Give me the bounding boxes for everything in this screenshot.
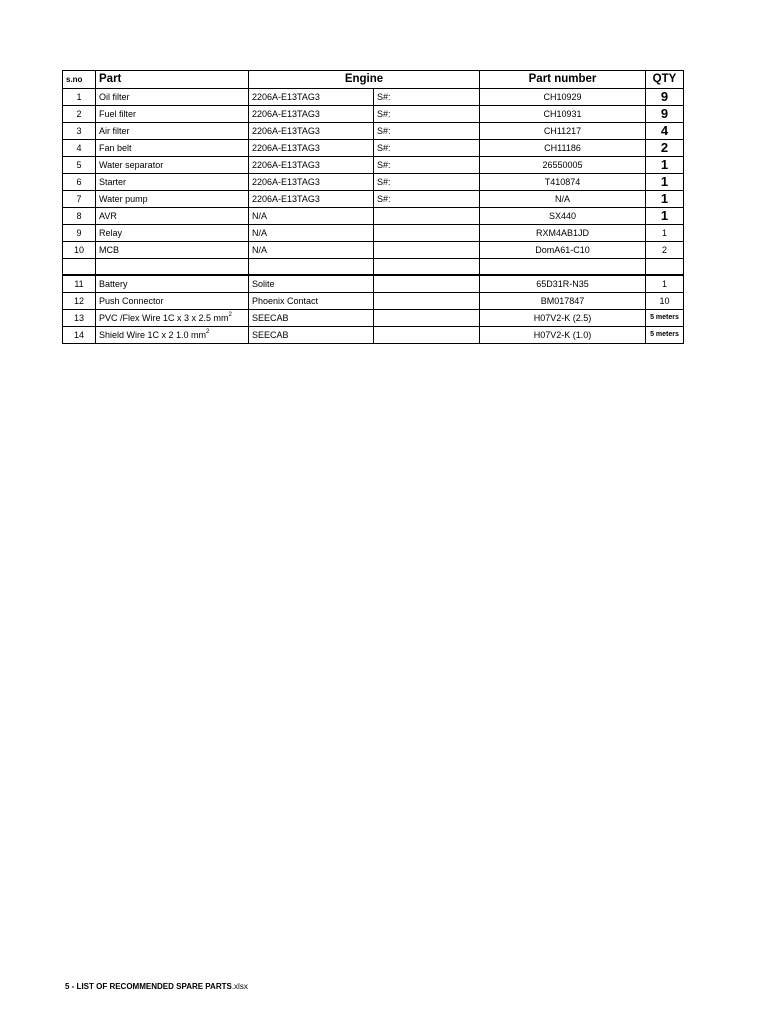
part-cell: Fan belt (96, 140, 249, 157)
sno-cell: 5 (63, 157, 96, 174)
part-cell: Starter (96, 174, 249, 191)
serial-cell (374, 225, 480, 242)
part-number-cell: CH11186 (480, 140, 646, 157)
part-cell (96, 327, 249, 344)
serial-cell: S#: (374, 123, 480, 140)
part-number-cell: CH10931 (480, 106, 646, 123)
empty-cell (480, 259, 646, 276)
sno-cell: 2 (63, 106, 96, 123)
sno-cell: 6 (63, 174, 96, 191)
table-row (63, 191, 684, 208)
part-cell: Relay (96, 225, 249, 242)
serial-cell (374, 293, 480, 310)
qty-cell: 10 (646, 293, 684, 310)
serial-cell (374, 275, 480, 293)
header-qty: QTY (646, 71, 684, 89)
table-row (63, 242, 684, 259)
header-sno: s.no (63, 71, 96, 89)
empty-cell (249, 259, 374, 276)
empty-cell (96, 259, 249, 276)
table-row (63, 174, 684, 191)
part-cell: Oil filter (96, 89, 249, 106)
table-row (63, 157, 684, 174)
part-number-cell: DomA61-C10 (480, 242, 646, 259)
table-row (63, 327, 684, 344)
header-engine: Engine (249, 71, 480, 89)
engine-cell: Phoenix Contact (249, 293, 374, 310)
table-row (63, 123, 684, 140)
engine-cell: N/A (249, 242, 374, 259)
sno-cell: 14 (63, 327, 96, 344)
part-number-cell: SX440 (480, 208, 646, 225)
part-cell: Push Connector (96, 293, 249, 310)
table-row (63, 208, 684, 225)
engine-cell: 2206A-E13TAG3 (249, 174, 374, 191)
serial-cell: S#: (374, 106, 480, 123)
part-number-cell: T410874 (480, 174, 646, 191)
qty-cell: 1 (646, 208, 684, 225)
engine-cell: 2206A-E13TAG3 (249, 157, 374, 174)
table-row (63, 89, 684, 106)
serial-cell: S#: (374, 191, 480, 208)
footer-extension: .xlsx (231, 982, 248, 991)
sno-cell: 7 (63, 191, 96, 208)
table-row (63, 225, 684, 242)
page-footer (65, 982, 248, 991)
serial-cell (374, 327, 480, 344)
qty-cell: 9 (646, 89, 684, 106)
serial-cell (374, 208, 480, 225)
sno-cell: 3 (63, 123, 96, 140)
serial-cell: S#: (374, 89, 480, 106)
engine-cell: 2206A-E13TAG3 (249, 191, 374, 208)
empty-cell (646, 259, 684, 276)
part-number-cell: H07V2-K (1.0) (480, 327, 646, 344)
qty-cell: 1 (646, 191, 684, 208)
part-cell: Water separator (96, 157, 249, 174)
qty-cell: 1 (646, 275, 684, 293)
part-superscript: 2 (206, 329, 210, 335)
part-cell: Fuel filter (96, 106, 249, 123)
empty-cell (374, 259, 480, 276)
serial-cell: S#: (374, 157, 480, 174)
part-number-cell: RXM4AB1JD (480, 225, 646, 242)
part-number-cell: CH11217 (480, 123, 646, 140)
qty-cell: 2 (646, 140, 684, 157)
sno-cell: 4 (63, 140, 96, 157)
part-cell: Air filter (96, 123, 249, 140)
qty-cell: 2 (646, 242, 684, 259)
empty-row (63, 259, 684, 276)
qty-cell: 4 (646, 123, 684, 140)
engine-cell: 2206A-E13TAG3 (249, 140, 374, 157)
engine-cell: Solite (249, 275, 374, 293)
sno-cell: 8 (63, 208, 96, 225)
footer-title: 5 - LIST OF RECOMMENDED SPARE PARTS (65, 982, 232, 991)
table-row (63, 275, 684, 293)
empty-cell (63, 259, 96, 276)
engine-cell: SEECAB (249, 327, 374, 344)
table-row (63, 310, 684, 327)
qty-cell: 1 (646, 225, 684, 242)
qty-cell: 5 meters (646, 310, 684, 327)
header-part-number: Part number (480, 71, 646, 89)
engine-cell: 2206A-E13TAG3 (249, 123, 374, 140)
qty-cell: 1 (646, 174, 684, 191)
serial-cell (374, 242, 480, 259)
serial-cell (374, 310, 480, 327)
part-number-cell: 65D31R-N35 (480, 275, 646, 293)
part-number-cell: H07V2-K (2.5) (480, 310, 646, 327)
engine-cell: N/A (249, 208, 374, 225)
part-cell: AVR (96, 208, 249, 225)
serial-cell: S#: (374, 174, 480, 191)
sno-cell: 13 (63, 310, 96, 327)
table-row (63, 106, 684, 123)
spare-parts-table (62, 70, 684, 344)
part-number-cell: N/A (480, 191, 646, 208)
part-cell (96, 310, 249, 327)
sno-cell: 11 (63, 275, 96, 293)
header-part: Part (96, 71, 249, 89)
qty-cell: 1 (646, 157, 684, 174)
serial-cell: S#: (374, 140, 480, 157)
part-cell: MCB (96, 242, 249, 259)
part-number-cell: 26550005 (480, 157, 646, 174)
part-cell: Battery (96, 275, 249, 293)
table-header-row (63, 71, 684, 89)
engine-cell: SEECAB (249, 310, 374, 327)
sno-cell: 9 (63, 225, 96, 242)
part-text: Shield Wire 1C x 2 1.0 mm (99, 330, 207, 340)
part-superscript: 2 (228, 312, 232, 318)
sno-cell: 12 (63, 293, 96, 310)
part-text: PVC /Flex Wire 1C x 3 x 2.5 mm (99, 313, 229, 323)
part-number-cell: BM017847 (480, 293, 646, 310)
sno-cell: 1 (63, 89, 96, 106)
qty-cell: 5 meters (646, 327, 684, 344)
table-row (63, 140, 684, 157)
engine-cell: 2206A-E13TAG3 (249, 106, 374, 123)
sno-cell: 10 (63, 242, 96, 259)
engine-cell: 2206A-E13TAG3 (249, 89, 374, 106)
engine-cell: N/A (249, 225, 374, 242)
table-row (63, 293, 684, 310)
part-number-cell: CH10929 (480, 89, 646, 106)
part-cell: Water pump (96, 191, 249, 208)
qty-cell: 9 (646, 106, 684, 123)
